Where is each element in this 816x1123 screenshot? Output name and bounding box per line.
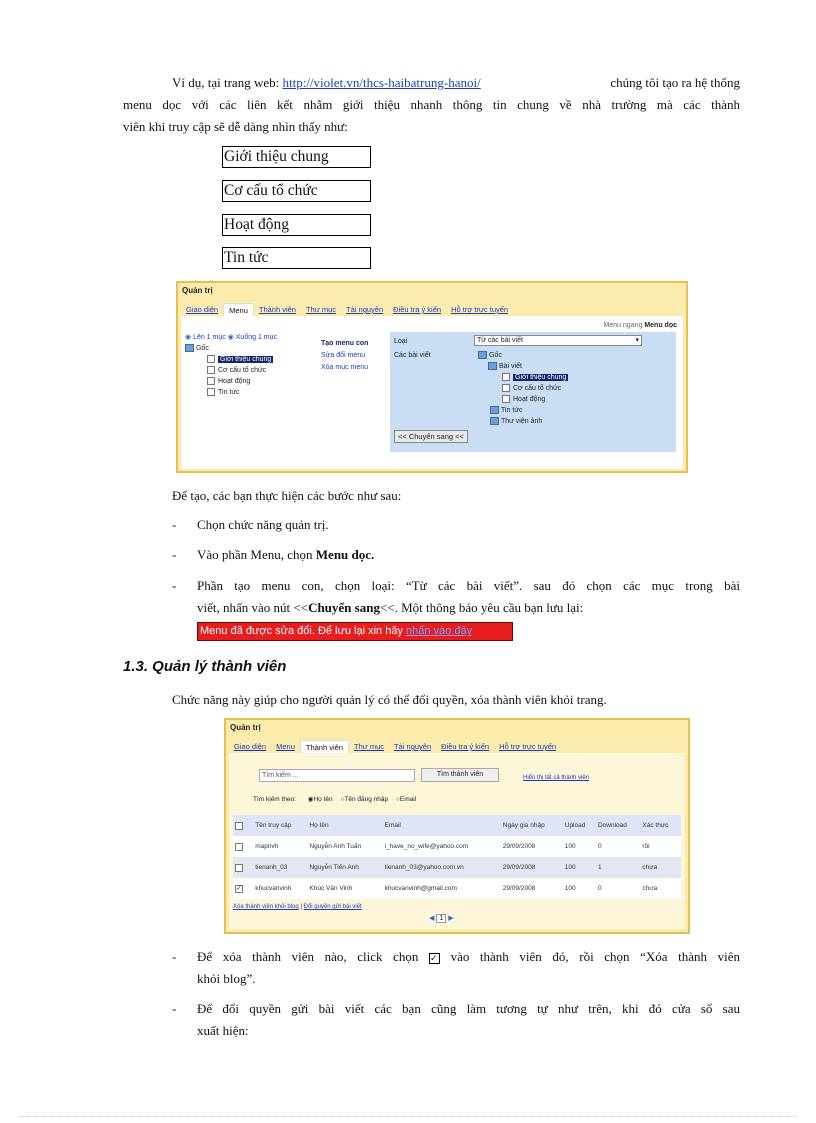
saved-notice	[197, 622, 513, 641]
posts-folder: Bài viết	[499, 363, 522, 370]
bullet-1-line2: khỏi blog”.	[197, 971, 256, 986]
cell: 1	[597, 864, 602, 871]
cell: 29/09/2008	[502, 885, 536, 892]
intro-url-link[interactable]: http://violet.vn/thcs-haibatrung-hanoi/	[282, 75, 481, 90]
tree-item[interactable]: Cơ cấu tổ chức	[218, 367, 267, 374]
tab-ho-tro[interactable]: Hỗ trợ trực tuyến	[451, 305, 509, 314]
menu-actions	[321, 338, 368, 374]
tab-giao-dien[interactable]: Giao diện	[234, 742, 267, 751]
cell: Nguyễn Tiến Anh	[309, 864, 359, 871]
notice-link[interactable]: nhấn vào đây	[406, 625, 473, 637]
action-edit[interactable]: Sửa đổi menu	[321, 352, 365, 359]
menu-box-1: Giới thiệu chung	[222, 146, 371, 168]
search-input[interactable]: Tìm kiếm ...	[259, 769, 415, 782]
doc-icon	[207, 355, 215, 363]
intro-prefix: Ví dụ, tại trang web:	[172, 75, 280, 90]
admin-tabs	[181, 303, 513, 317]
select-all-checkbox[interactable]	[233, 815, 253, 836]
down-link[interactable]: Xuống 1 mục	[235, 334, 278, 341]
intro-line-2: menu dọc với các liên kết nhằm giới thiệu nhanh thông tin chung về nhà trường mà các thành	[123, 97, 740, 112]
row-checkbox[interactable]	[233, 857, 253, 878]
cell: 100	[564, 843, 576, 850]
bullet-2-line2: xuất hiện:	[197, 1023, 249, 1038]
intro-line-3: viên khi truy cập sẽ dễ dàng nhìn thấy như:	[123, 119, 348, 134]
col-header: Download	[597, 822, 627, 829]
radio-icon[interactable]: ◉	[307, 796, 314, 803]
step-3-bold: Chuyển sang	[308, 600, 380, 615]
col-header: Xác thực	[642, 822, 669, 829]
change-rights-link[interactable]: Đổi quyền gửi bài viết	[303, 904, 362, 910]
tab-thu-muc[interactable]: Thư mục	[305, 305, 337, 314]
posts-label: Các bài viết	[394, 352, 431, 359]
b1-rest: vào thành viên đó, rồi chọn “Xóa thành viên	[450, 949, 741, 964]
menu-type-toggle	[603, 322, 677, 329]
radio-icon[interactable]: ○	[395, 796, 400, 803]
cell: 29/09/2008	[502, 864, 536, 871]
member-actions: Xóa thành viên khỏi blog | Đổi quyền gửi bài viết	[233, 904, 362, 910]
menu-tree	[185, 332, 277, 398]
row-checkbox[interactable]	[233, 836, 253, 857]
tree-item-selected[interactable]: Giới thiệu chung	[220, 356, 272, 363]
col-header: Upload	[564, 822, 586, 829]
members-panel	[229, 753, 685, 929]
checkbox-icon: ✓	[429, 953, 440, 964]
step-2-prefix: Vào phần Menu, chọn	[197, 547, 313, 562]
menu-panel	[181, 316, 683, 469]
next-page-icon[interactable]: ▶	[448, 915, 454, 922]
down-icon[interactable]: ◉	[227, 334, 234, 341]
tab-ho-tro[interactable]: Hỗ trợ trực tuyến	[499, 742, 557, 751]
admin-title: Quản trị	[182, 286, 213, 295]
radio-label: Email	[399, 796, 417, 803]
tab-thanh-vien[interactable]: Thành viên	[258, 305, 296, 314]
bullet-dash: -	[172, 517, 177, 532]
cell: khucvanvinh	[255, 885, 292, 892]
cell: chưa	[642, 885, 658, 892]
tree-item[interactable]: Tin tức	[218, 389, 240, 396]
table-row	[233, 857, 681, 878]
doc-icon	[207, 366, 215, 374]
page-divider	[20, 1116, 796, 1117]
step-3-rest: <<. Một thông báo yêu cầu bạn lưu lại:	[379, 600, 584, 615]
bullet-1-line1	[197, 946, 740, 968]
loai-label: Loại	[394, 338, 408, 345]
doc-icon	[207, 388, 215, 396]
step-3-line2	[197, 597, 740, 619]
tree-root: Gốc	[196, 345, 209, 352]
table-row	[233, 836, 681, 857]
cell: mapnvh	[255, 843, 279, 850]
menu-box-3: Hoạt động	[222, 214, 371, 236]
search-by	[253, 795, 416, 803]
radio-label: Họ tên	[313, 796, 333, 803]
move-button[interactable]: << Chuyển sang <<	[394, 430, 468, 443]
section-desc: Chức năng này giúp cho người quản lý có thể đổi quyền, xóa thành viên khỏi trang.	[172, 692, 607, 707]
col-header: Email	[384, 822, 401, 829]
admin-title: Quản trị	[230, 723, 261, 732]
cell: 0	[597, 885, 602, 892]
post-item-selected[interactable]: Giới thiệu chung	[515, 374, 567, 381]
posts-tree	[478, 350, 568, 427]
doc-icon	[502, 395, 510, 403]
tab-tai-nguyen[interactable]: Tài nguyên	[394, 742, 432, 751]
cell: chưa	[642, 864, 658, 871]
post-item[interactable]: Cơ cấu tổ chức	[513, 385, 562, 392]
pagination	[429, 914, 454, 922]
up-link[interactable]: Lên 1 mục	[193, 334, 226, 341]
search-button[interactable]: Tìm thành viên	[421, 768, 499, 782]
tab-dieu-tra[interactable]: Điều tra ý kiến	[441, 742, 490, 751]
steps-intro: Để tạo, các bạn thực hiện các bước như sau:	[172, 488, 402, 503]
post-item[interactable]: Hoạt động	[513, 396, 546, 403]
show-all-link[interactable]: Hiển thị tất cả thành viên	[523, 775, 590, 781]
menu-box-2: Cơ cấu tổ chức	[222, 180, 371, 202]
tab-thanh-vien[interactable]: Thành viên	[300, 740, 349, 754]
create-panel	[390, 332, 676, 452]
intro-line-1	[172, 72, 740, 94]
radio-icon[interactable]: ○	[340, 796, 345, 803]
cell: 100	[564, 885, 576, 892]
cell: Nguyễn Anh Tuấn	[309, 843, 362, 850]
tab-giao-dien[interactable]: Giao diện	[186, 305, 219, 314]
tab-tai-nguyen[interactable]: Tài nguyên	[346, 305, 384, 314]
up-icon[interactable]: ◉	[185, 334, 192, 341]
step-2-bold: Menu dọc.	[315, 547, 375, 562]
tree-item[interactable]: Hoạt động	[218, 378, 251, 385]
cell: 0	[597, 843, 602, 850]
step-1: Chọn chức năng quản trị.	[197, 517, 329, 532]
action-delete[interactable]: Xóa mục menu	[321, 364, 369, 371]
bullet-dash: -	[172, 547, 177, 562]
remove-member-link[interactable]: Xóa thành viên khỏi blog	[233, 904, 299, 910]
folder-icon	[490, 417, 499, 425]
cell: i_have_no_wife@yahoo.com	[384, 843, 469, 850]
table-header	[233, 815, 681, 836]
table-row	[233, 878, 681, 899]
members-admin-screenshot	[224, 718, 690, 934]
section-heading: 1.3. Quản lý thành viên	[123, 658, 287, 675]
cell: Khúc Văn Vinh	[309, 885, 353, 892]
doc-icon	[207, 377, 215, 385]
notice-text: Menu đã được sửa đổi. Để lưu lại xin hãy	[200, 625, 403, 637]
radio-label: Tên đăng nhập	[344, 796, 389, 803]
doc-icon	[502, 384, 510, 392]
doc-icon	[502, 373, 510, 381]
step-2	[197, 544, 374, 566]
cell: rồi	[642, 843, 650, 850]
prev-page-icon[interactable]: ◀	[429, 915, 435, 922]
menu-admin-screenshot	[176, 281, 688, 473]
post-folder[interactable]: Thư viện ảnh	[501, 418, 543, 425]
search-by-label: Tìm kiếm theo:	[253, 796, 296, 803]
admin-tabs	[229, 740, 561, 754]
cell: 100	[564, 864, 576, 871]
menu-ngang-link[interactable]: Menu ngang	[603, 322, 643, 329]
folder-icon	[185, 344, 194, 352]
menu-box-4: Tin tức	[222, 247, 371, 269]
b1-prefix: Để xóa thành viên nào, click chọn	[197, 949, 419, 964]
tab-dieu-tra[interactable]: Điều tra ý kiến	[393, 305, 442, 314]
menu-doc-label: Menu dọc	[644, 322, 677, 329]
col-header: Tên truy cập	[255, 822, 292, 829]
loai-value: Từ các bài viết	[477, 337, 523, 344]
col-header: Ngày gia nhập	[502, 822, 545, 829]
cell: 29/09/2008	[502, 843, 536, 850]
page-number[interactable]: 1	[436, 914, 446, 923]
loai-select[interactable]	[474, 335, 642, 346]
tab-menu[interactable]: Menu	[223, 303, 254, 317]
folder-icon	[490, 406, 499, 414]
posts-root: Gốc	[489, 352, 502, 359]
action-create[interactable]: Tạo menu con	[321, 340, 369, 347]
row-checkbox-checked[interactable]: ✓	[236, 884, 242, 892]
bullet-dash: -	[172, 1001, 177, 1016]
step-3-prefix: viết, nhấn vào nút <<	[197, 600, 309, 615]
members-table	[233, 815, 681, 899]
bullet-dash: -	[172, 949, 177, 964]
bullet-dash: -	[172, 578, 177, 593]
cell: tienanh_03@yahoo.com.vn	[384, 864, 464, 871]
col-header: Họ tên	[309, 822, 329, 829]
folder-icon	[488, 362, 497, 370]
tab-thu-muc[interactable]: Thư mục	[353, 742, 385, 751]
post-folder[interactable]: Tin tức	[501, 407, 523, 414]
cell: tienanh_03	[255, 864, 288, 871]
bullet-2-line1: Để đổi quyền gửi bài viết các bạn cũng làm tương tự như trên, khi đó cửa sổ sau	[197, 1001, 740, 1016]
chevron-down-icon: ▾	[635, 337, 639, 344]
intro-line1-rest: chúng tôi tạo ra hệ thống	[610, 75, 740, 90]
cell: khucvanvinh@gmail.com	[384, 885, 457, 892]
folder-icon	[478, 351, 487, 359]
tab-menu[interactable]: Menu	[276, 742, 295, 751]
step-3-line1: Phần tạo menu con, chọn loại: “Từ các bài viết”. sau đó chọn các mục trong bài	[197, 578, 740, 593]
